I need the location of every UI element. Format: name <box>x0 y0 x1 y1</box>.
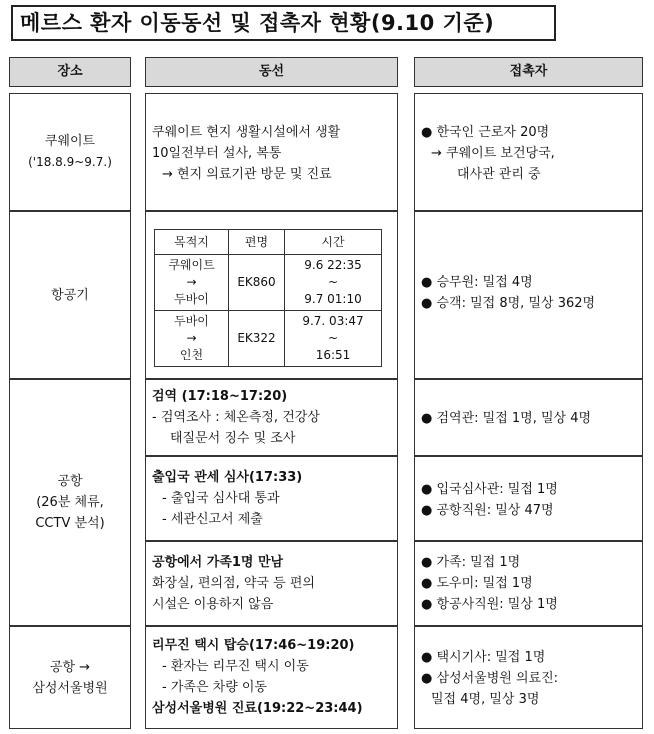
flight-col-flight: 편명 <box>229 230 285 255</box>
flight-col-time: 시간 <box>285 230 382 255</box>
contact-hospital-line-1: ● 택시기사: 밀접 1명 <box>421 650 546 665</box>
contact-quarantine <box>414 379 643 456</box>
immigration-heading: 출입국 관세 심사(17:33) <box>152 470 303 485</box>
flight-1-dest <box>155 255 229 311</box>
flight-2-arrive: 16:51 <box>315 348 351 362</box>
contact-immigration-line-1: ● 입국심사관: 밀접 1명 <box>421 482 558 497</box>
family-heading: 공항에서 가족1명 만남 <box>152 555 284 570</box>
flight-1-arrive: 9.7 01:10 <box>304 292 362 306</box>
contact-hospital <box>414 626 643 729</box>
place-hospital-line-2: 삼성서울병원 <box>32 680 108 696</box>
contact-kuwait <box>414 93 643 211</box>
route-hospital <box>145 626 398 729</box>
route-kuwait-line-1: 쿠웨이트 현지 생활시설에서 생활 <box>152 125 341 140</box>
contact-kuwait-line-1: ● 한국인 근로자 20명 <box>421 125 550 140</box>
hospital-heading: 리무진 택시 탑승(17:46~19:20) <box>152 638 355 653</box>
route-aircraft <box>145 211 398 379</box>
contact-aircraft <box>414 211 643 379</box>
flight-2-number: EK322 <box>229 311 285 367</box>
route-quarantine <box>145 379 398 456</box>
flight-2-tilde: ~ <box>327 331 339 345</box>
contact-hospital-line-2: ● 삼성서울병원 의료진: <box>421 671 559 686</box>
flight-1-tilde: ~ <box>327 275 339 289</box>
flight-2-time <box>285 311 382 367</box>
page-title: 메르스 환자 이동동선 및 접촉자 현황(9.10 기준) <box>11 5 556 41</box>
contact-family-line-3: ● 항공사직원: 밀상 1명 <box>421 597 558 612</box>
route-family <box>145 541 398 626</box>
place-airport-cctv: CCTV 분석) <box>35 516 105 531</box>
place-airport-stay: (26분 체류, <box>36 495 104 510</box>
immigration-line-2: - 세관신고서 제출 <box>162 512 263 527</box>
immigration-line-1: - 출입국 심사대 통과 <box>162 491 280 506</box>
header-contact: 접촉자 <box>414 57 643 87</box>
flight-1-number: EK860 <box>229 255 285 311</box>
flight-1-time <box>285 255 382 311</box>
flight-table-header <box>155 230 382 255</box>
contact-aircraft-line-2: ● 승객: 밀접 8명, 밀상 362명 <box>421 296 596 311</box>
header-route: 동선 <box>145 57 398 87</box>
place-aircraft-name: 항공기 <box>51 287 89 303</box>
place-aircraft <box>9 211 131 379</box>
flight-1-depart: 9.6 22:35 <box>304 258 362 272</box>
flight-2-dest <box>155 311 229 367</box>
route-immigration <box>145 456 398 541</box>
quarantine-line-1: - 검역조사 : 체온측정, 건강상 <box>152 410 320 425</box>
flight-2-origin: 두바이 <box>174 314 209 328</box>
place-hospital <box>9 626 131 729</box>
route-kuwait-line-2: 10일전부터 설사, 복통 <box>152 146 282 161</box>
flight-1-origin: 쿠웨이트 <box>168 258 215 272</box>
contact-kuwait-line-3: 대사관 관리 중 <box>457 167 541 182</box>
contact-hospital-line-3: 밀접 4명, 밀상 3명 <box>431 692 540 707</box>
header-place: 장소 <box>9 57 131 87</box>
contact-kuwait-line-2: → 쿠웨이트 보건당국, <box>431 146 555 161</box>
place-airport <box>9 379 131 626</box>
flight-1-destination: 두바이 <box>174 292 209 306</box>
contact-immigration-line-2: ● 공항직원: 밀상 47명 <box>421 503 554 518</box>
flight-1-arrow: → <box>186 275 197 289</box>
contact-aircraft-line-1: ● 승무원: 밀접 4명 <box>421 275 533 290</box>
hospital-line-2: - 가족은 차량 이동 <box>162 680 267 695</box>
route-kuwait <box>145 93 398 211</box>
hospital-footer: 삼성서울병원 진료(19:22~23:44) <box>152 701 363 716</box>
place-kuwait <box>9 93 131 211</box>
flight-2-arrow: → <box>186 331 197 345</box>
contact-quarantine-line-1: ● 검역관: 밀접 1명, 밀상 4명 <box>421 411 592 426</box>
contact-family-line-1: ● 가족: 밀접 1명 <box>421 555 521 570</box>
flight-table <box>154 229 382 367</box>
family-line-1: 화장실, 편의점, 약국 등 편의 <box>152 576 315 591</box>
flight-2-destination: 인천 <box>179 348 204 362</box>
quarantine-line-2: 태질문서 징수 및 조사 <box>170 431 296 446</box>
hospital-line-1: - 환자는 리무진 택시 이동 <box>162 659 309 674</box>
contact-family-line-2: ● 도우미: 밀접 1명 <box>421 576 533 591</box>
contact-family <box>414 541 643 626</box>
route-kuwait-line-3: → 현지 의료기관 방문 및 진료 <box>162 167 332 182</box>
place-kuwait-name: 쿠웨이트 <box>44 134 96 149</box>
place-airport-name: 공항 <box>57 474 83 489</box>
table-row <box>155 255 382 311</box>
contact-immigration <box>414 456 643 541</box>
flight-col-dest: 목적지 <box>155 230 229 255</box>
table-row <box>155 311 382 367</box>
place-kuwait-dates: ('18.8.9~9.7.) <box>28 155 112 169</box>
flight-2-depart: 9.7. 03:47 <box>302 314 364 328</box>
place-hospital-line-1: 공항 → <box>49 659 91 675</box>
quarantine-heading: 검역 (17:18~17:20) <box>152 389 288 404</box>
family-line-2: 시설은 이용하지 않음 <box>152 597 274 612</box>
